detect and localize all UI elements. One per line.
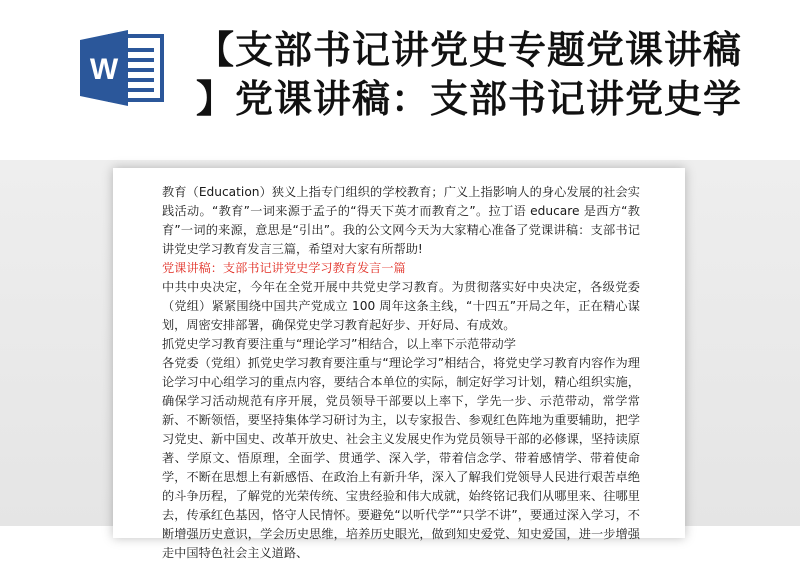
section-heading: 抓党史学习教育要注重与“理论学习”相结合，以上率下示范带动学 [162, 337, 516, 351]
word-icon-letter: W [89, 53, 119, 86]
paragraph-2: 各党委（党组）抓党史学习教育要注重与“理论学习”相结合，将党史学习教育内容作为理论学习中心组学习的重点内容，要结合本单位的实际，制定好学习计划，精心组织实施，确保学习活动规范有序开展，党员领导干部要以上率下，学先一步、示范带动，常学常新、不断领悟，要坚持集体学习研讨为主，以专家报告、参观红色阵地为重要辅助，把学习党史、新中国史、改革开放史、社会主义发展史作为党员领导干部的必修课，坚持读原著、学原文、悟原理，全面学、贯通学、深入学，带着信念学、带着感情学、带着使命学，不断在思想上有新感悟、在政治上有新升华，深入了解我们党领导人民进行艰苦卓绝的斗争历程，了解党的光荣传统、宝贵经验和伟大成就，始终铭记我们从哪里来、往哪里去，传承红色基因，恪守人民情怀。要避免“以听代学”“只学不讲”，要通过深入学习，不断增强历史意识，学会历史思维，培养历史眼光，做到知史爱党、知史爱国，进一步增强走中国特色社会主义道路、 [162, 356, 640, 560]
title-line-2: 】党课讲稿：支部书记讲党史学 [196, 77, 743, 121]
word-icon-graphic [80, 28, 176, 108]
intro-paragraph: 教育（Education）狭义上指专门组织的学校教育；广义上指影响人的身心发展的社会实践活动。“教育”一词来源于孟子的“得天下英才而教育之”。拉丁语 educare 是西方“教育”一词的来源，意思是“引出”。我的公文网今天为大家精心准备了党课讲稿：支部书记讲党史学习教育发言三篇，希望对大家有所帮助! [162, 185, 640, 256]
document-text [162, 183, 640, 563]
page-title [196, 26, 756, 124]
paragraph-1: 中共中央决定，今年在全党开展中共党史学习教育。为贯彻落实好中央决定，各级党委（党组）紧紧围绕中国共产党成立 100 周年这条主线，“十四五”开局之年，正在精心谋划，周密安排部署，确保党史学习教育起好步、开好局、有成效。 [162, 280, 640, 332]
section-title: 党课讲稿：支部书记讲党史学习教育发言一篇 [162, 261, 406, 275]
header [0, 0, 800, 160]
word-document-icon [80, 28, 176, 108]
title-line-1: 【支部书记讲党史专题党课讲稿 [196, 28, 743, 72]
